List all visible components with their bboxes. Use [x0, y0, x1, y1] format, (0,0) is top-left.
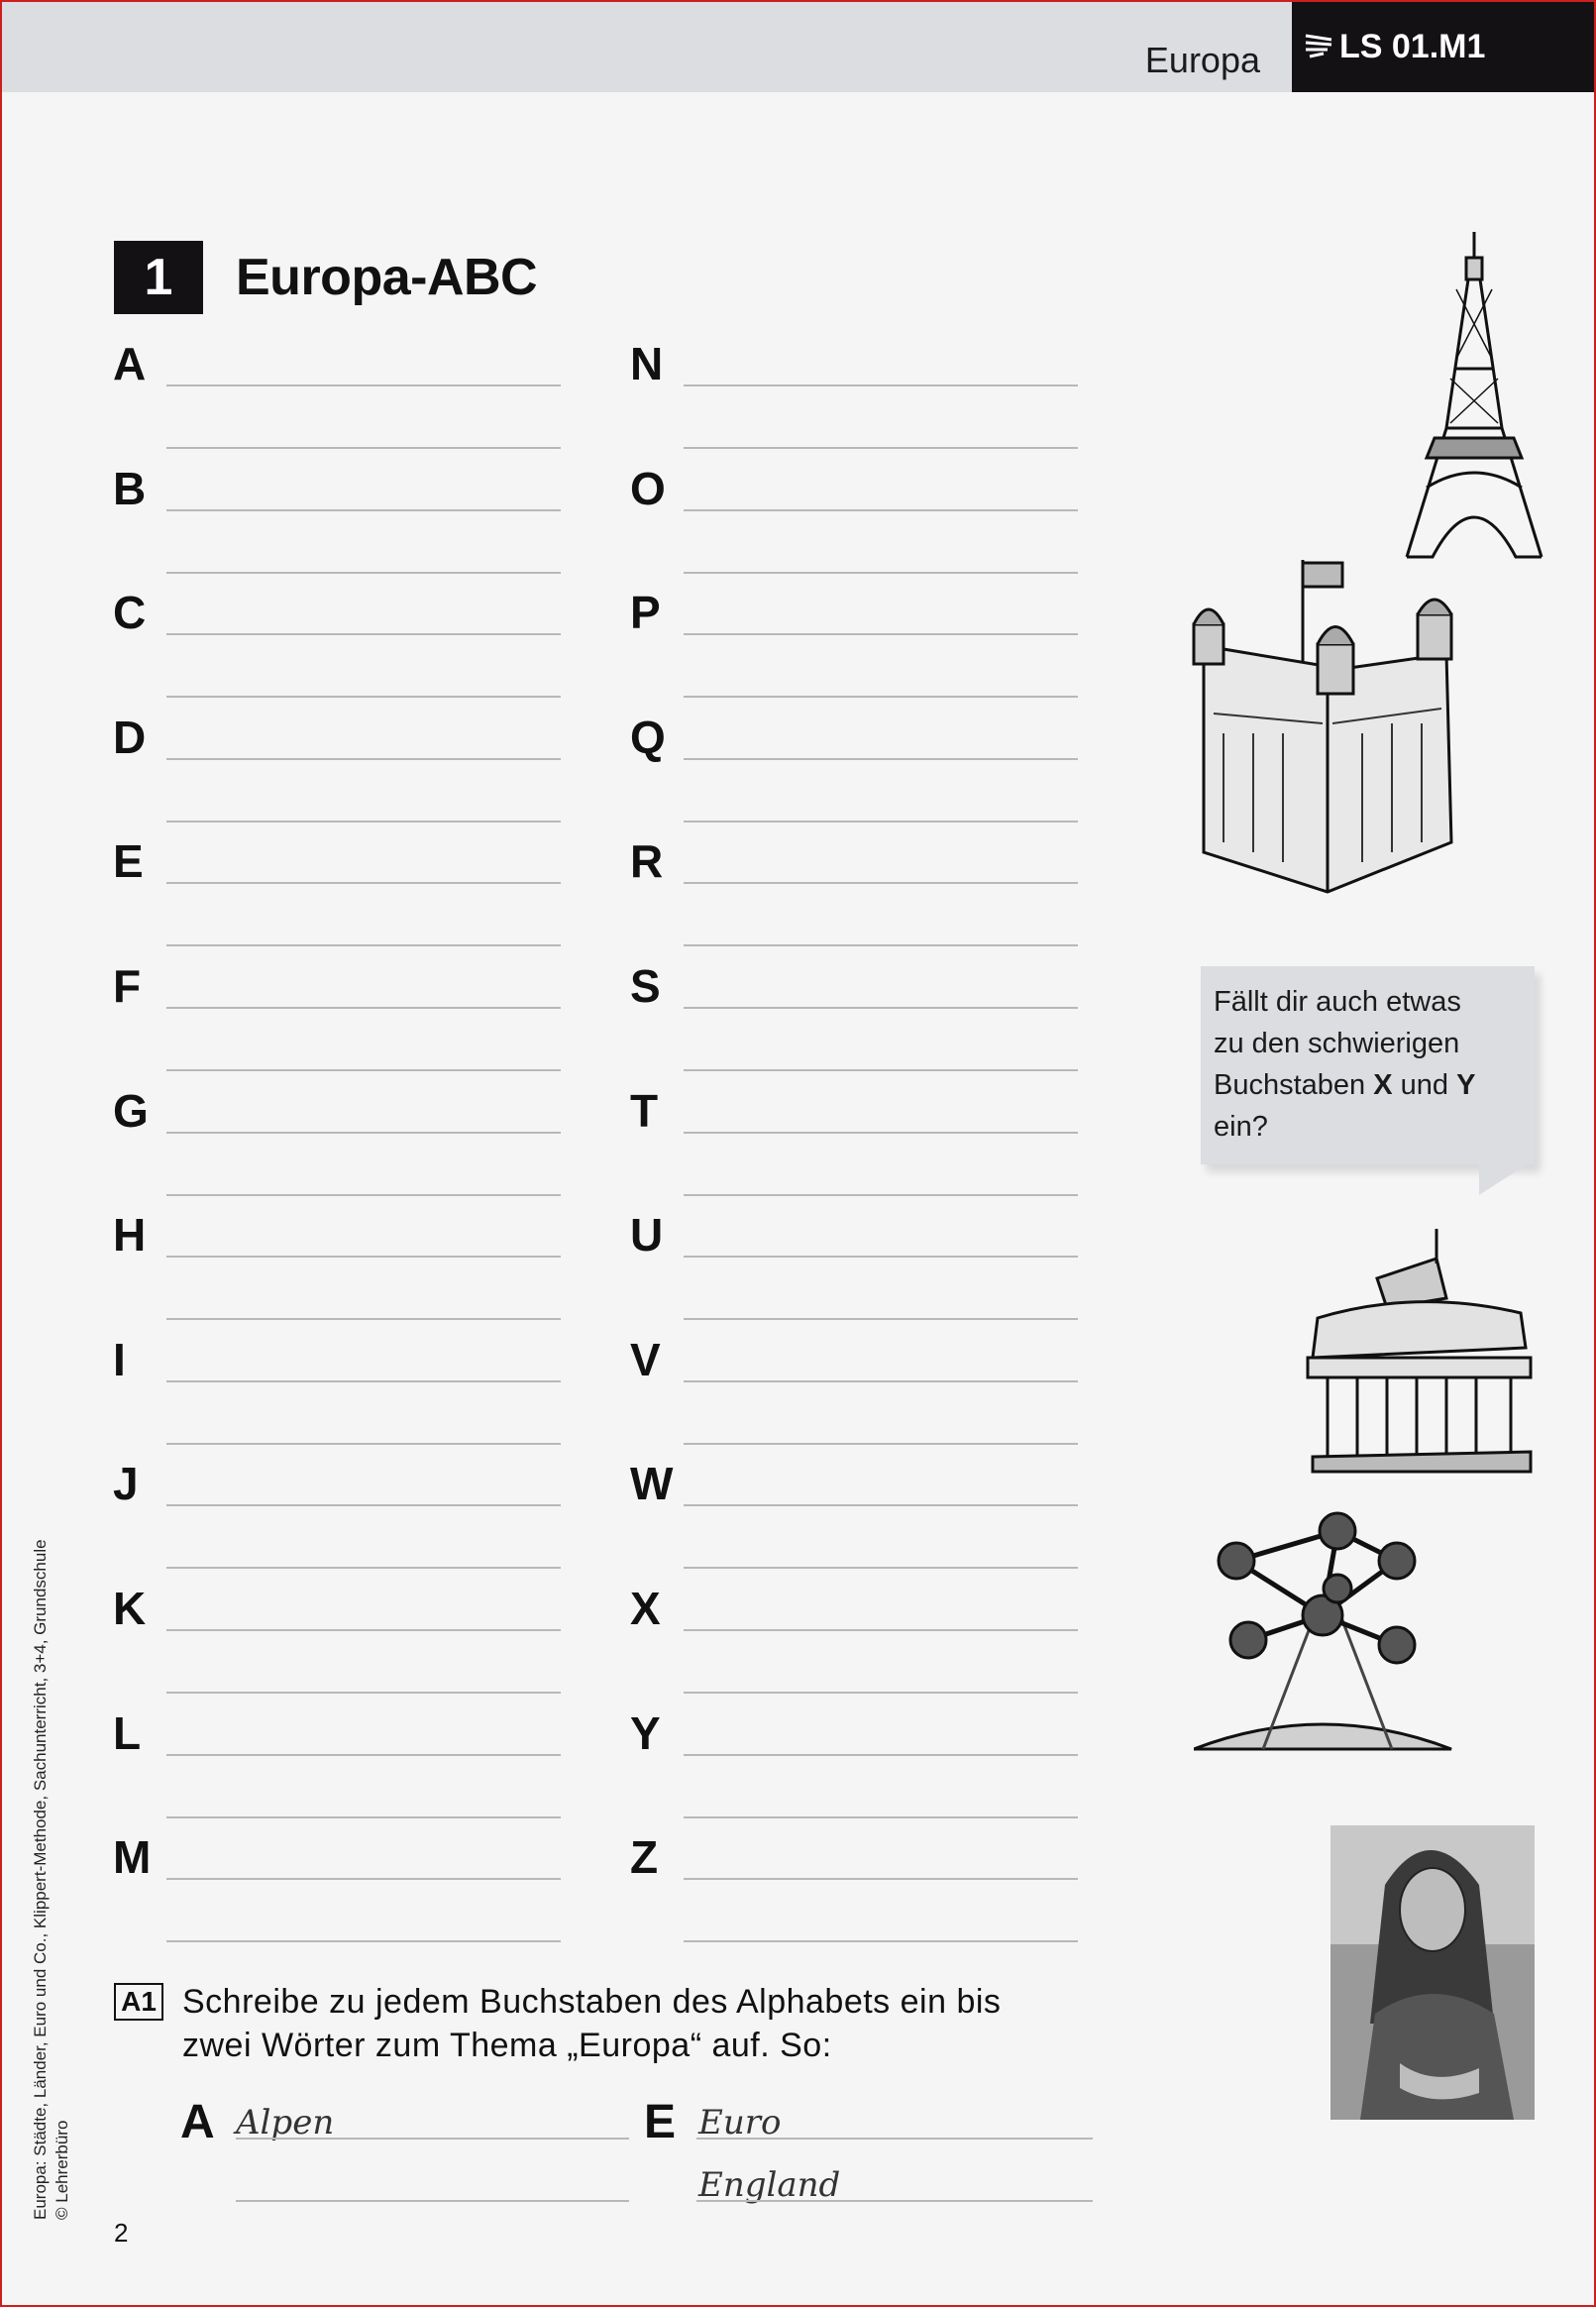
answer-line[interactable] — [166, 1256, 561, 1258]
task-line-2: zwei Wörter zum Thema „Europa“ auf. So: — [182, 2027, 832, 2064]
answer-line[interactable] — [166, 384, 561, 386]
letter-label: I — [113, 1333, 126, 1385]
task-badge: A1 — [114, 1983, 163, 2021]
letter-label: V — [630, 1333, 661, 1385]
copyright-line-1: Europa: Städte, Länder, Euro und Co., Klippert-Methode, Sachunterricht, 3+4, Grundschule — [31, 1539, 50, 2220]
example-word-alpen: Alpen — [236, 2103, 335, 2142]
answer-line[interactable] — [684, 1318, 1078, 1320]
hint-line-2: zu den schwierigen — [1214, 1028, 1460, 1059]
answer-line[interactable] — [684, 1069, 1078, 1071]
answer-line[interactable] — [166, 1878, 561, 1880]
letter-label: E — [113, 835, 144, 888]
answer-line[interactable] — [166, 1816, 561, 1818]
answer-line[interactable] — [166, 1940, 561, 1942]
tower-of-london-illustration — [1184, 555, 1466, 897]
answer-line[interactable] — [684, 1504, 1078, 1506]
mona-lisa-illustration — [1330, 1825, 1535, 2120]
hint-line-3-a: Buchstaben — [1214, 1069, 1374, 1101]
letter-label: F — [113, 960, 142, 1012]
hint-line-3 — [1214, 1064, 1531, 1106]
answer-line[interactable] — [684, 696, 1078, 698]
example-line — [696, 2200, 1093, 2202]
answer-line[interactable] — [166, 633, 561, 635]
answer-line[interactable] — [684, 1256, 1078, 1258]
answer-line[interactable] — [684, 1443, 1078, 1445]
answer-line[interactable] — [684, 447, 1078, 449]
answer-line[interactable] — [166, 572, 561, 574]
answer-line[interactable] — [684, 1194, 1078, 1196]
task-instructions — [182, 1980, 1074, 2067]
answer-line[interactable] — [684, 1754, 1078, 1756]
task-line-1: Schreibe zu jedem Buchstaben des Alphabets ein bis — [182, 1983, 1002, 2021]
example-line — [236, 2200, 629, 2202]
hint-line-1: Fällt dir auch etwas — [1214, 986, 1461, 1018]
answer-line[interactable] — [684, 1132, 1078, 1134]
example-line — [696, 2138, 1093, 2140]
letter-label: R — [630, 835, 664, 888]
answer-line[interactable] — [684, 1878, 1078, 1880]
letter-label: P — [630, 587, 661, 639]
answer-line[interactable] — [684, 633, 1078, 635]
page-number: 2 — [114, 2218, 129, 2248]
letter-label: N — [630, 338, 664, 389]
answer-line[interactable] — [684, 944, 1078, 946]
example-letter-e: E — [644, 2096, 677, 2148]
answer-line[interactable] — [166, 509, 561, 511]
header-title: Europa — [1144, 40, 1260, 80]
answer-line[interactable] — [684, 1692, 1078, 1694]
answer-line[interactable] — [684, 882, 1078, 884]
letter-label: O — [630, 462, 666, 514]
letter-label: M — [113, 1831, 152, 1884]
answer-line[interactable] — [684, 758, 1078, 760]
answer-line[interactable] — [166, 944, 561, 946]
letter-label: Z — [630, 1831, 659, 1884]
letter-label: T — [630, 1084, 659, 1137]
hint-text — [1214, 981, 1531, 1148]
answer-line[interactable] — [684, 1567, 1078, 1569]
letter-label: A — [113, 338, 147, 389]
letter-label: W — [630, 1458, 674, 1510]
answer-line[interactable] — [166, 1318, 561, 1320]
letter-label: U — [630, 1209, 664, 1262]
atomium-illustration — [1194, 1511, 1456, 1759]
letter-label: L — [113, 1706, 142, 1759]
letter-label: Y — [630, 1706, 661, 1759]
answer-line[interactable] — [166, 1194, 561, 1196]
brandenburg-gate-illustration — [1298, 1219, 1541, 1477]
letter-label: B — [113, 462, 147, 514]
copyright-note — [30, 1539, 73, 2220]
letter-label: Q — [630, 711, 666, 763]
worksheet-code-text: LS 01.M1 — [1339, 28, 1486, 65]
answer-line[interactable] — [166, 1132, 561, 1134]
answer-line[interactable] — [684, 1007, 1078, 1009]
copyright-line-2: © Lehrerbüro — [53, 2120, 71, 2220]
answer-line[interactable] — [166, 821, 561, 823]
eiffel-tower-illustration — [1387, 230, 1560, 567]
answer-line[interactable] — [166, 758, 561, 760]
letter-label: G — [113, 1084, 149, 1137]
letter-label: H — [113, 1209, 147, 1262]
answer-line[interactable] — [166, 1629, 561, 1631]
letter-label: J — [113, 1458, 139, 1510]
worksheet-code — [1292, 2, 1594, 92]
letter-label: K — [113, 1583, 147, 1634]
hint-line-4: ein? — [1214, 1111, 1268, 1143]
letter-label: X — [630, 1583, 661, 1634]
example-line — [236, 2138, 629, 2140]
letter-label: C — [113, 587, 147, 639]
answer-line[interactable] — [684, 1816, 1078, 1818]
answer-line[interactable] — [166, 1692, 561, 1694]
logo-icon — [1302, 30, 1337, 65]
answer-line[interactable] — [166, 1567, 561, 1569]
answer-line[interactable] — [684, 1380, 1078, 1382]
answer-line[interactable] — [684, 384, 1078, 386]
letter-label: D — [113, 711, 147, 763]
answer-line[interactable] — [166, 447, 561, 449]
answer-line[interactable] — [166, 696, 561, 698]
answer-line[interactable] — [166, 1380, 561, 1382]
example-word-euro: Euro — [698, 2103, 782, 2142]
answer-line[interactable] — [166, 882, 561, 884]
hint-line-3-b: und — [1392, 1069, 1457, 1101]
section-number: 1 — [114, 241, 203, 314]
answer-line[interactable] — [166, 1504, 561, 1506]
hint-letter-x: X — [1373, 1069, 1393, 1101]
answer-line[interactable] — [166, 1754, 561, 1756]
answer-line[interactable] — [684, 1629, 1078, 1631]
answer-line[interactable] — [166, 1443, 561, 1445]
page-title: Europa-ABC — [236, 249, 538, 306]
letter-label: S — [630, 960, 661, 1012]
answer-line[interactable] — [684, 509, 1078, 511]
answer-line[interactable] — [166, 1007, 561, 1009]
example-word-england: England — [698, 2165, 841, 2205]
answer-line[interactable] — [684, 821, 1078, 823]
answer-line[interactable] — [684, 1940, 1078, 1942]
answer-line[interactable] — [684, 572, 1078, 574]
hint-bubble-tail — [1479, 1159, 1535, 1195]
example-letter-a: A — [180, 2096, 215, 2148]
answer-line[interactable] — [166, 1069, 561, 1071]
hint-letter-y: Y — [1456, 1069, 1476, 1101]
